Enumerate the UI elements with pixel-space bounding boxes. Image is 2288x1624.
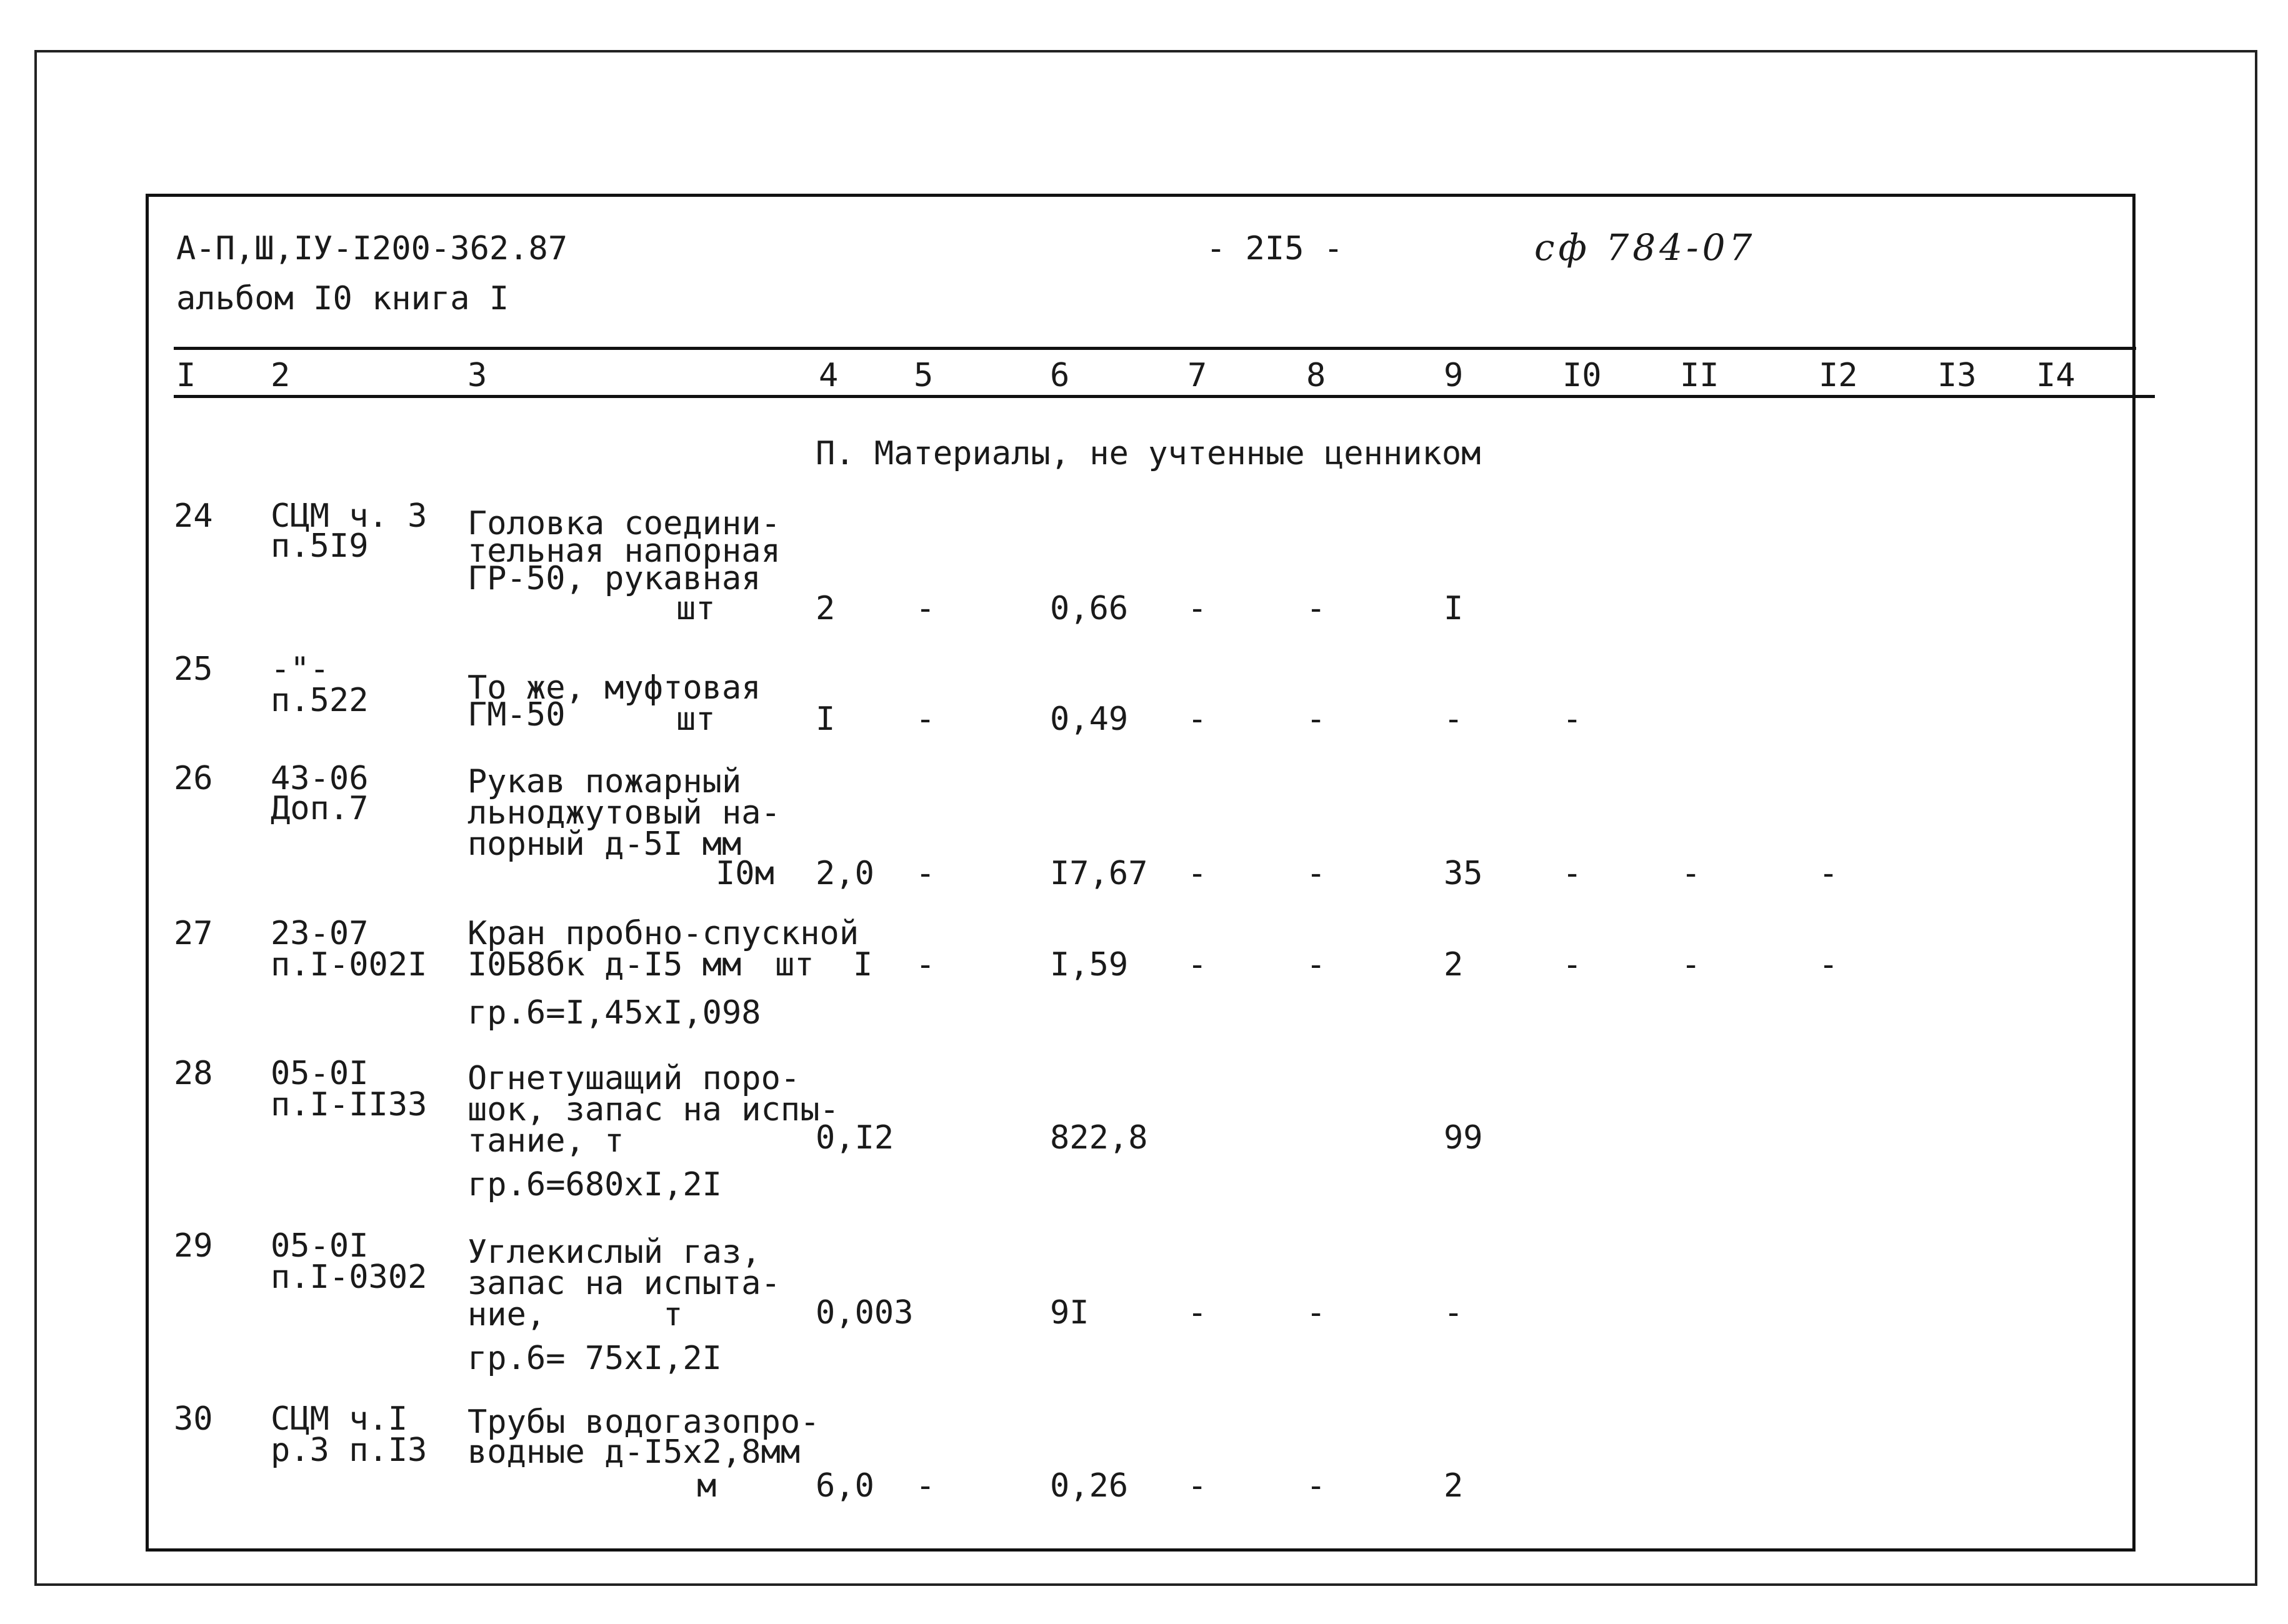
album-label: альбом I0 книга I (176, 280, 509, 317)
cell-price: 0,26 (1050, 1467, 1129, 1505)
column-header-9: 9 (1444, 357, 1464, 394)
row-number: 30 (174, 1400, 213, 1438)
cell-col9: - (1444, 1294, 1464, 1332)
cell-col10: - (1562, 946, 1582, 984)
reference-line: 23-07 (271, 915, 369, 952)
material-name-line: Огнетушащий поро- (467, 1060, 801, 1097)
cell-col7: - (1187, 1467, 1207, 1505)
reference-line: п.I-002I (271, 946, 427, 984)
material-name-line: Кран пробно-спускной (467, 915, 859, 952)
handwritten-stamp: сф 784-07 (1534, 226, 1756, 269)
cell-price: I,59 (1050, 946, 1129, 984)
cell-col11: - (1681, 946, 1701, 984)
material-name-line: То же, муфтовая (467, 669, 761, 707)
unit-label: I0м (716, 855, 774, 892)
cell-col12: - (1819, 946, 1839, 984)
row-number: 24 (174, 497, 213, 535)
material-name-line: Рукав пожарный (467, 763, 742, 800)
cell-col7: - (1187, 946, 1207, 984)
material-name-line: ние, т (467, 1296, 683, 1333)
material-name-line: тельная напорная (467, 532, 781, 570)
reference-line: р.3 п.I3 (271, 1432, 427, 1469)
cell-quantity: I (816, 700, 836, 738)
cell-col8: - (1306, 590, 1326, 627)
reference-line: п.522 (271, 682, 369, 719)
column-header-10: I0 (1562, 357, 1602, 394)
cell-col9: 99 (1444, 1119, 1483, 1157)
reference-line: 05-0I (271, 1055, 369, 1092)
material-name-line: I0Б8бк д-I5 мм (467, 946, 742, 984)
column-header-bottom-rule (174, 395, 2155, 398)
material-name-line: тание, т (467, 1122, 624, 1160)
section-title: П. Материалы, не учтенные ценником (816, 435, 1481, 472)
column-header-3: 3 (467, 357, 487, 394)
reference-line: -"- (271, 650, 329, 688)
cell-quantity: 2 (816, 590, 836, 627)
cell-price: I7,67 (1050, 855, 1148, 892)
column-header-11: II (1680, 357, 1719, 394)
column-header-6: 6 (1050, 357, 1070, 394)
row-number: 29 (174, 1227, 213, 1265)
cell-col11: - (1681, 855, 1701, 892)
column-header-top-rule (174, 347, 2136, 350)
row-number: 25 (174, 650, 213, 688)
material-name-line: Углекислый газ, (467, 1233, 761, 1271)
material-name-line: шок, запас на испы- (467, 1091, 839, 1128)
column-header-8: 8 (1306, 357, 1326, 394)
reference-line: 43-06 (271, 760, 369, 797)
cell-col9: - (1444, 700, 1464, 738)
column-header-4: 4 (819, 357, 839, 394)
row-number: 28 (174, 1055, 213, 1092)
cell-price: 9I (1050, 1294, 1089, 1332)
cell-quantity: 6,0 (816, 1467, 874, 1505)
cell-col8: - (1306, 1467, 1326, 1505)
column-header-2: 2 (271, 357, 291, 394)
price-formula: гр.6=680хI,2I (467, 1166, 722, 1203)
material-name-line: ГМ-50 (467, 696, 566, 734)
price-formula: гр.6= 75хI,2I (467, 1340, 722, 1377)
unit-label: шт (676, 590, 716, 627)
cell-col9: 2 (1444, 1467, 1464, 1505)
column-header-12: I2 (1819, 357, 1858, 394)
cell-col7: - (1187, 1294, 1207, 1332)
cell-col9: I (1444, 590, 1464, 627)
cell-price: 0,49 (1050, 700, 1129, 738)
column-header-14: I4 (2036, 357, 2076, 394)
material-name-line: запас на испыта- (467, 1265, 781, 1302)
page-number: - 2I5 - (1206, 230, 1344, 267)
document-code: А-П,Ш,IУ-I200-362.87 (176, 230, 568, 267)
material-name-line: льноджутовый на- (467, 794, 781, 832)
reference-line: Доп.7 (271, 790, 369, 827)
reference-line: п.5I9 (271, 527, 369, 565)
material-name-line: порный д-5I мм (467, 825, 742, 863)
column-header-7: 7 (1187, 357, 1207, 394)
price-formula: гр.6=I,45хI,098 (467, 994, 761, 1032)
unit-label: шт (775, 946, 814, 984)
cell-col5: - (916, 855, 936, 892)
cell-col8: - (1306, 1294, 1326, 1332)
cell-col12: - (1819, 855, 1839, 892)
row-number: 26 (174, 760, 213, 797)
column-header-5: 5 (914, 357, 934, 394)
cell-quantity: 2,0 (816, 855, 874, 892)
cell-col10: - (1562, 700, 1582, 738)
cell-col10: - (1562, 855, 1582, 892)
reference-line: п.I-0302 (271, 1258, 427, 1296)
cell-col9: 35 (1444, 855, 1483, 892)
reference-line: п.I-II33 (271, 1086, 427, 1123)
cell-col7: - (1187, 590, 1207, 627)
material-name-line: Головка соедини- (467, 505, 781, 542)
cell-quantity: 0,I2 (816, 1119, 894, 1157)
cell-quantity: I (853, 946, 873, 984)
cell-col8: - (1306, 700, 1326, 738)
cell-quantity: 0,003 (816, 1294, 914, 1332)
reference-line: СЦМ ч. 3 (271, 497, 427, 535)
reference-line: 05-0I (271, 1227, 369, 1265)
material-name-line: Трубы водогазопро- (467, 1403, 820, 1441)
unit-label: м (697, 1467, 717, 1505)
unit-label: шт (676, 700, 716, 738)
material-name-line: ГР-50, рукавная (467, 560, 761, 597)
cell-price: 0,66 (1050, 590, 1129, 627)
cell-col5: - (916, 700, 936, 738)
cell-col5: - (916, 946, 936, 984)
column-header-13: I3 (1937, 357, 1977, 394)
cell-price: 822,8 (1050, 1119, 1148, 1157)
cell-col5: - (916, 590, 936, 627)
cell-col8: - (1306, 855, 1326, 892)
cell-col9: 2 (1444, 946, 1464, 984)
reference-line: СЦМ ч.I (271, 1400, 408, 1438)
cell-col7: - (1187, 855, 1207, 892)
cell-col7: - (1187, 700, 1207, 738)
cell-col5: - (916, 1467, 936, 1505)
cell-col8: - (1306, 946, 1326, 984)
column-header-1: I (176, 357, 196, 394)
material-name-line: водные д-I5х2,8мм (467, 1433, 801, 1471)
row-number: 27 (174, 915, 213, 952)
